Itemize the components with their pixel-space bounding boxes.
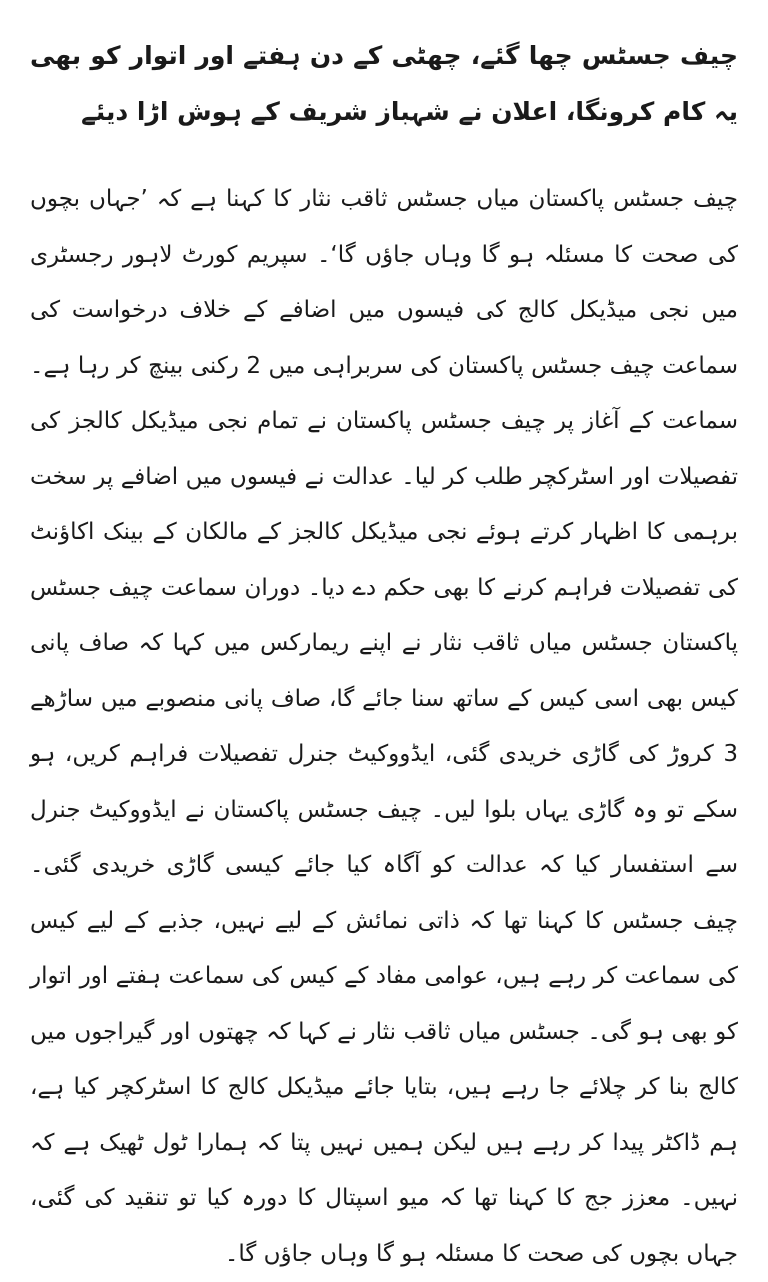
article-body: چیف جسٹس پاکستان میاں جسٹس ثاقب نثار کا کہنا ہے کہ ’جہاں بچوں کی صحت کا مسئلہ ہو گا وہاں جاؤں گا‘۔ سپریم کورٹ لاہور رجسٹری میں نجی میڈیکل کالج کی فیسوں میں اضافے کے خلاف درخواست کی سماعت چیف جسٹس پاکستان کی سربراہی میں 2 رکنی بینچ کر رہا ہے۔ سماعت کے آغاز پر چیف جسٹس پاکستان نے تمام نجی میڈیکل کالجز کی تفصیلات اور اسٹرکچر طلب کر لیا۔ عدالت نے فیسوں میں اضافے پر سخت برہمی کا اظہار کرتے ہوئے نجی میڈیکل کالجز کے مالکان کے بینک اکاؤنٹ کی تفصیلات فراہم کرنے کا بھی حکم دے دیا۔ دوران سماعت چیف جسٹس پاکستان جسٹس میاں ثاقب نثار نے اپنے ریمارکس میں کہا کہ صاف پانی کیس بھی اسی کیس کے ساتھ سنا جائے گا، صاف پانی منصوبے میں ساڑھے 3 کروڑ کی گاڑی خریدی گئی، ایڈووکیٹ جنرل تفصیلات فراہم کریں، ہو سکے تو وہ گاڑی یہاں بلوا لیں۔ چیف جسٹس پاکستان نے ایڈووکیٹ جنرل سے استفسار کیا کہ عدالت کو آگاہ کیا جائے کیسی گاڑی خریدی گئی۔ چیف جسٹس کا کہنا تھا کہ ذاتی نمائش کے لیے نہیں، جذبے کے لیے کیس کی سماعت کر رہے ہیں، عوامی مفاد کے کیس کی سماعت ہفتے اور اتوار کو بھی ہو گی۔ جسٹس میاں ثاقب نثار نے کہا کہ چھتوں اور گیراجوں میں کالج بنا کر چلائے جا رہے ہیں، بتایا جائے میڈیکل کالج کا اسٹرکچر کیا ہے، ہم ڈاکٹر پیدا کر رہے ہیں لیکن ہمیں نہیں پتا کہ ہمارا ٹول ٹھیک ہے کہ نہیں۔ معزز جج کا کہنا تھا کہ میو اسپتال کا دورہ کیا تو تنقید کی گئی، جہاں بچوں کی صحت کا مسئلہ ہو گا وہاں جاؤں گا۔	[30, 186, 738, 1267]
article-headline: چیف جسٹس چھا گئے، چھٹی کے دن ہفتے اور اتوار کو بھی یہ کام کرونگا، اعلان نے شہباز شریف کے ہوش اڑا دیئے	[30, 41, 738, 126]
